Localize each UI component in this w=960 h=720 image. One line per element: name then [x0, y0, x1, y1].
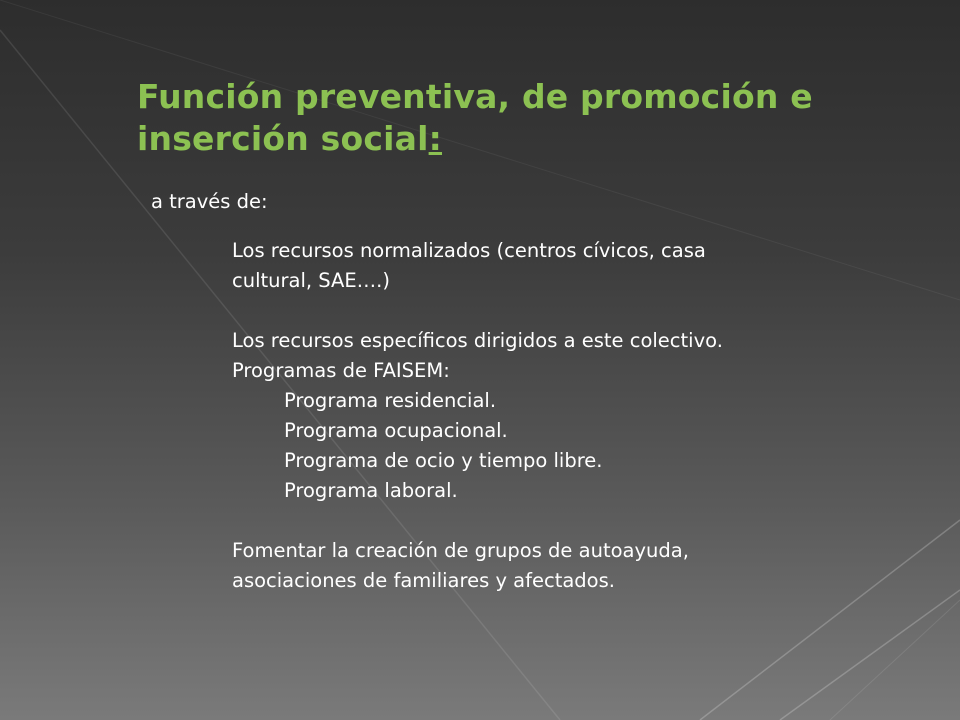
program-item: Programa residencial.	[284, 389, 497, 412]
program-item: Programa ocupacional.	[284, 419, 508, 442]
slide-title-colon: :	[428, 119, 443, 158]
program-item: Programa laboral.	[284, 479, 458, 502]
normalized-resources-line-1: Los recursos normalizados (centros cívicos, casa	[232, 239, 706, 262]
program-item: Programa de ocio y tiempo libre.	[284, 449, 603, 472]
spacer	[151, 296, 871, 326]
self-help-line-1: Fomentar la creación de grupos de autoayuda,	[232, 539, 689, 562]
slide-title-text: Función preventiva, de promoción e inserción social	[137, 77, 813, 158]
faisem-programs-heading: Programas de FAISEM:	[232, 359, 450, 382]
self-help-line-2: asociaciones de familiares y afectados.	[232, 569, 615, 592]
slide-title	[137, 76, 897, 160]
normalized-resources-line-2: cultural, SAE….)	[232, 269, 390, 292]
intro-text: a través de:	[151, 190, 268, 213]
slide-body	[151, 187, 871, 596]
spacer	[151, 506, 871, 536]
specific-resources-line: Los recursos específicos dirigidos a este colectivo.	[232, 329, 723, 352]
